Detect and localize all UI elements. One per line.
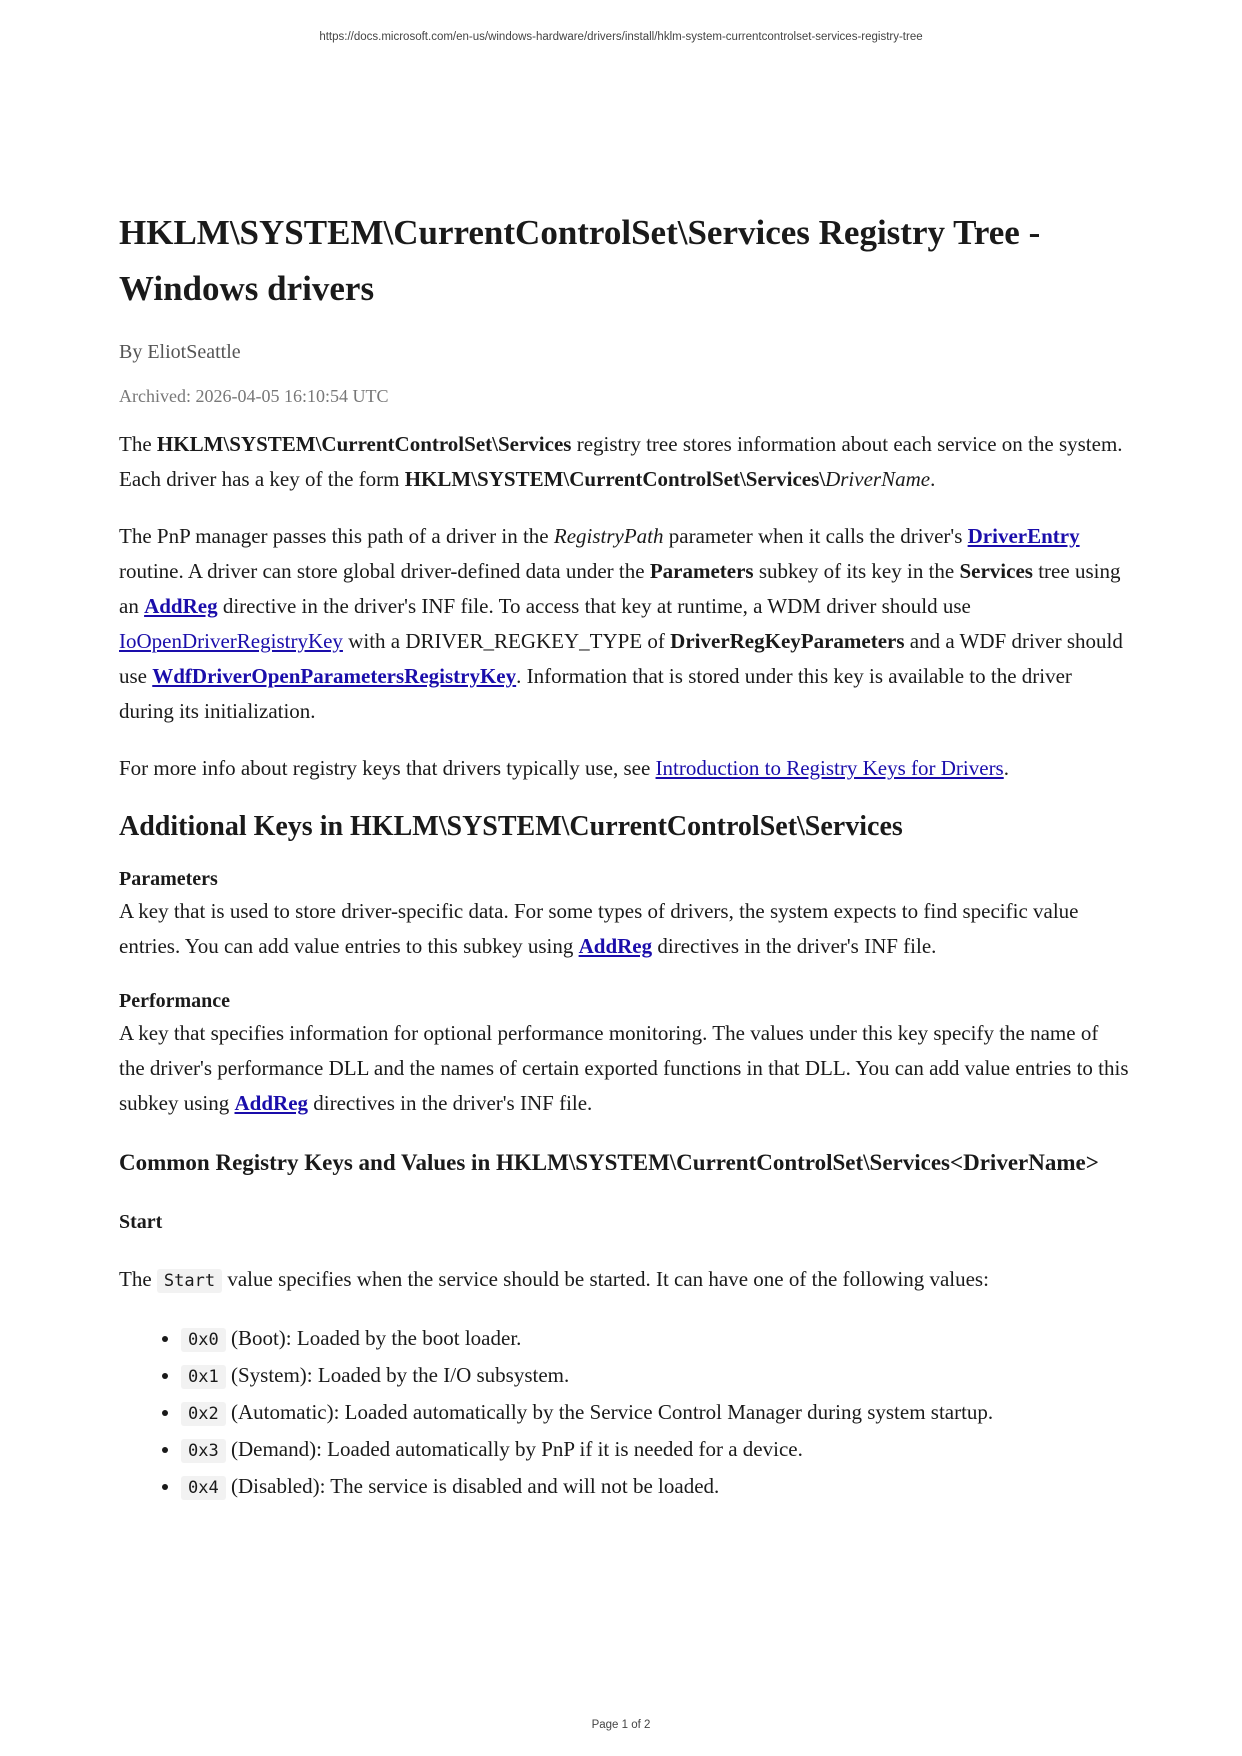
page-url-header: https://docs.microsoft.com/en-us/windows-hardware/drivers/install/hklm-system-currentcontrolset-services-registry-tree: [319, 31, 923, 43]
text: routine. A driver can store global driver-defined data under the: [119, 559, 650, 583]
parameters-description: [119, 894, 1129, 964]
value-description: (System): Loaded by the I/O subsystem.: [225, 1363, 570, 1387]
text: subkey of its key in the: [753, 559, 960, 583]
start-heading: Start: [119, 1211, 163, 1233]
start-intro: [119, 1262, 1129, 1299]
list-item: [181, 1469, 1129, 1506]
value-code: 0x1: [181, 1365, 226, 1389]
addreg-link[interactable]: AddReg: [578, 934, 653, 958]
text: The: [119, 432, 157, 456]
value-code: 0x4: [181, 1476, 226, 1500]
intro-paragraph: [119, 427, 1129, 497]
article: [119, 205, 1129, 1506]
parameters-term: Parameters: [649, 559, 754, 583]
registry-path-driver: HKLM\SYSTEM\CurrentControlSet\Services\: [404, 467, 826, 491]
start-values-list: [119, 1321, 1129, 1506]
text: value specifies when the service should be started. It can have one of the following values:: [222, 1267, 989, 1291]
archived-timestamp: Archived: 2026-04-05 16:10:54 UTC: [119, 386, 389, 406]
performance-term-heading: Performance: [119, 990, 231, 1012]
text: A key that specifies information for optional performance monitoring. The values under this key specify the name of the driver's performance DLL and the names of certain exported functions in that DLL. You can add value entries to this subkey using: [119, 1021, 1129, 1115]
value-code: 0x3: [181, 1439, 226, 1463]
page-number: Page 1 of 2: [591, 1719, 651, 1731]
text: .: [930, 467, 936, 491]
registry-path-param: RegistryPath: [553, 524, 664, 548]
list-item: [181, 1358, 1129, 1395]
value-code: 0x2: [181, 1402, 226, 1426]
text: The PnP manager passes this path of a driver in the: [119, 524, 554, 548]
more-info-paragraph: [119, 751, 1129, 786]
common-keys-heading: Common Registry Keys and Values in HKLM\SYSTEM\CurrentControlSet\Services<DriverName>: [119, 1150, 1099, 1175]
parameters-term-heading: Parameters: [119, 868, 218, 890]
text: directives in the driver's INF file.: [308, 1091, 593, 1115]
text: with a DRIVER_REGKEY_TYPE of: [342, 629, 671, 653]
text: For more info about registry keys that drivers typically use, see: [119, 756, 656, 780]
text: A key that is used to store driver-specific data. For some types of drivers, the system expects to find specific value entries. You can add value entries to this subkey using: [119, 899, 1079, 958]
addreg-link[interactable]: AddReg: [234, 1091, 309, 1115]
value-description: (Boot): Loaded by the boot loader.: [225, 1326, 522, 1350]
value-description: (Automatic): Loaded automatically by the Service Control Manager during system startup.: [225, 1400, 994, 1424]
list-item: [181, 1395, 1129, 1432]
list-item: [181, 1321, 1129, 1358]
value-code: 0x0: [181, 1328, 226, 1352]
additional-keys-heading: Additional Keys in HKLM\SYSTEM\CurrentControlSet\Services: [119, 811, 903, 842]
list-item: [181, 1432, 1129, 1469]
value-description: (Disabled): The service is disabled and will not be loaded.: [225, 1474, 720, 1498]
text: and a WDF driver should use: [119, 629, 1123, 688]
text: parameter when it calls the driver's: [663, 524, 968, 548]
ioopendriverregistrykey-link[interactable]: IoOpenDriverRegistryKey: [119, 629, 343, 653]
byline: By EliotSeattle: [119, 341, 241, 363]
text: directives in the driver's INF file.: [652, 934, 937, 958]
text: . Information that is stored under this key is available to the driver during its initialization.: [119, 664, 1072, 723]
page-title: HKLM\SYSTEM\CurrentControlSet\Services Registry Tree - Windows drivers: [119, 213, 1041, 308]
text: .: [1003, 756, 1009, 780]
performance-description: [119, 1016, 1129, 1121]
driver-name-placeholder: DriverName: [825, 467, 931, 491]
text: tree using an: [119, 559, 1121, 618]
intro-registry-keys-link[interactable]: Introduction to Registry Keys for Drivers: [655, 756, 1004, 780]
start-code: Start: [157, 1269, 222, 1293]
services-term: Services: [959, 559, 1033, 583]
registry-path: HKLM\SYSTEM\CurrentControlSet\Services: [156, 432, 572, 456]
text: registry tree stores information about each service on the system. Each driver has a key of the form: [119, 432, 1123, 491]
driverentry-link[interactable]: DriverEntry: [967, 524, 1080, 548]
driverregkeyparameters-term: DriverRegKeyParameters: [670, 629, 905, 653]
addreg-link[interactable]: AddReg: [144, 594, 218, 618]
text: The: [119, 1267, 157, 1291]
value-description: (Demand): Loaded automatically by PnP if it is needed for a device.: [225, 1437, 803, 1461]
wdfdriveropenparametersregistrykey-link[interactable]: WdfDriverOpenParametersRegistryKey: [152, 664, 517, 688]
pnp-paragraph: [119, 519, 1129, 729]
text: directive in the driver's INF file. To access that key at runtime, a WDM driver should use: [217, 594, 971, 618]
